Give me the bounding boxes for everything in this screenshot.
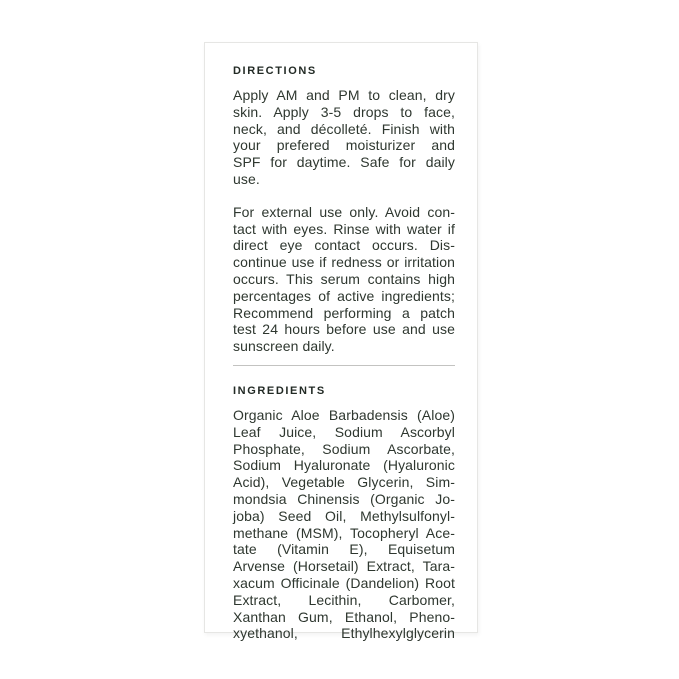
text-line: Sodium Hyaluronate (Hyaluronic xyxy=(233,457,455,474)
text-line: tate (Vitamin E), Equisetum xyxy=(233,541,455,558)
text-line: tact with eyes. Rinse with water if xyxy=(233,220,455,237)
directions-paragraph-warning xyxy=(233,204,455,355)
directions-section xyxy=(233,65,455,355)
ingredients-section xyxy=(233,385,455,642)
text-line: methane (MSM), Tocopheryl Ace- xyxy=(233,524,455,541)
text-line: xyethanol, Ethylhexylglycerin xyxy=(233,625,455,642)
text-line: test 24 hours before use and use xyxy=(233,321,455,338)
text-line: skin. Apply 3-5 drops to face, xyxy=(233,103,455,120)
text-line: SPF for daytime. Safe for daily use. xyxy=(233,154,455,187)
text-line: For external use only. Avoid con- xyxy=(233,203,455,220)
text-line: Leaf Juice, Sodium Ascorbyl xyxy=(233,423,455,440)
text-line: occurs. This serum contains high xyxy=(233,270,455,287)
ingredients-list-paragraph xyxy=(233,407,455,642)
text-line: Acid), Vegetable Glycerin, Sim- xyxy=(233,474,455,491)
text-line: percentages of active ingredients; xyxy=(233,287,455,304)
text-line: xacum Officinale (Dandelion) Root xyxy=(233,574,455,591)
text-line: neck, and décolleté. Finish with xyxy=(233,120,455,137)
text-line: Arvense (Horsetail) Extract, Tara- xyxy=(233,558,455,575)
text-line: mondsia Chinensis (Organic Jo- xyxy=(233,490,455,507)
text-line: Extract, Lecithin, Carbomer, xyxy=(233,591,455,608)
section-divider xyxy=(233,365,455,366)
product-label-panel xyxy=(204,42,478,642)
directions-title: DIRECTIONS xyxy=(233,65,317,77)
text-line: joba) Seed Oil, Methylsulfonyl- xyxy=(233,507,455,524)
text-line: sunscreen daily. xyxy=(233,338,335,355)
text-line: your prefered moisturizer and xyxy=(233,137,455,154)
text-line: Organic Aloe Barbadensis (Aloe) xyxy=(233,406,455,423)
text-line: continue use if redness or irritation xyxy=(233,254,455,271)
ingredients-title: INGREDIENTS xyxy=(233,384,326,397)
text-line: direct eye contact occurs. Dis- xyxy=(233,237,455,254)
text-line: Recommend performing a patch xyxy=(233,304,455,321)
text-line: Phosphate, Sodium Ascorbate, xyxy=(233,440,455,457)
text-line: Xanthan Gum, Ethanol, Pheno- xyxy=(233,608,455,625)
text-line: Apply AM and PM to clean, dry xyxy=(233,87,455,103)
directions-paragraph-usage xyxy=(233,87,455,188)
